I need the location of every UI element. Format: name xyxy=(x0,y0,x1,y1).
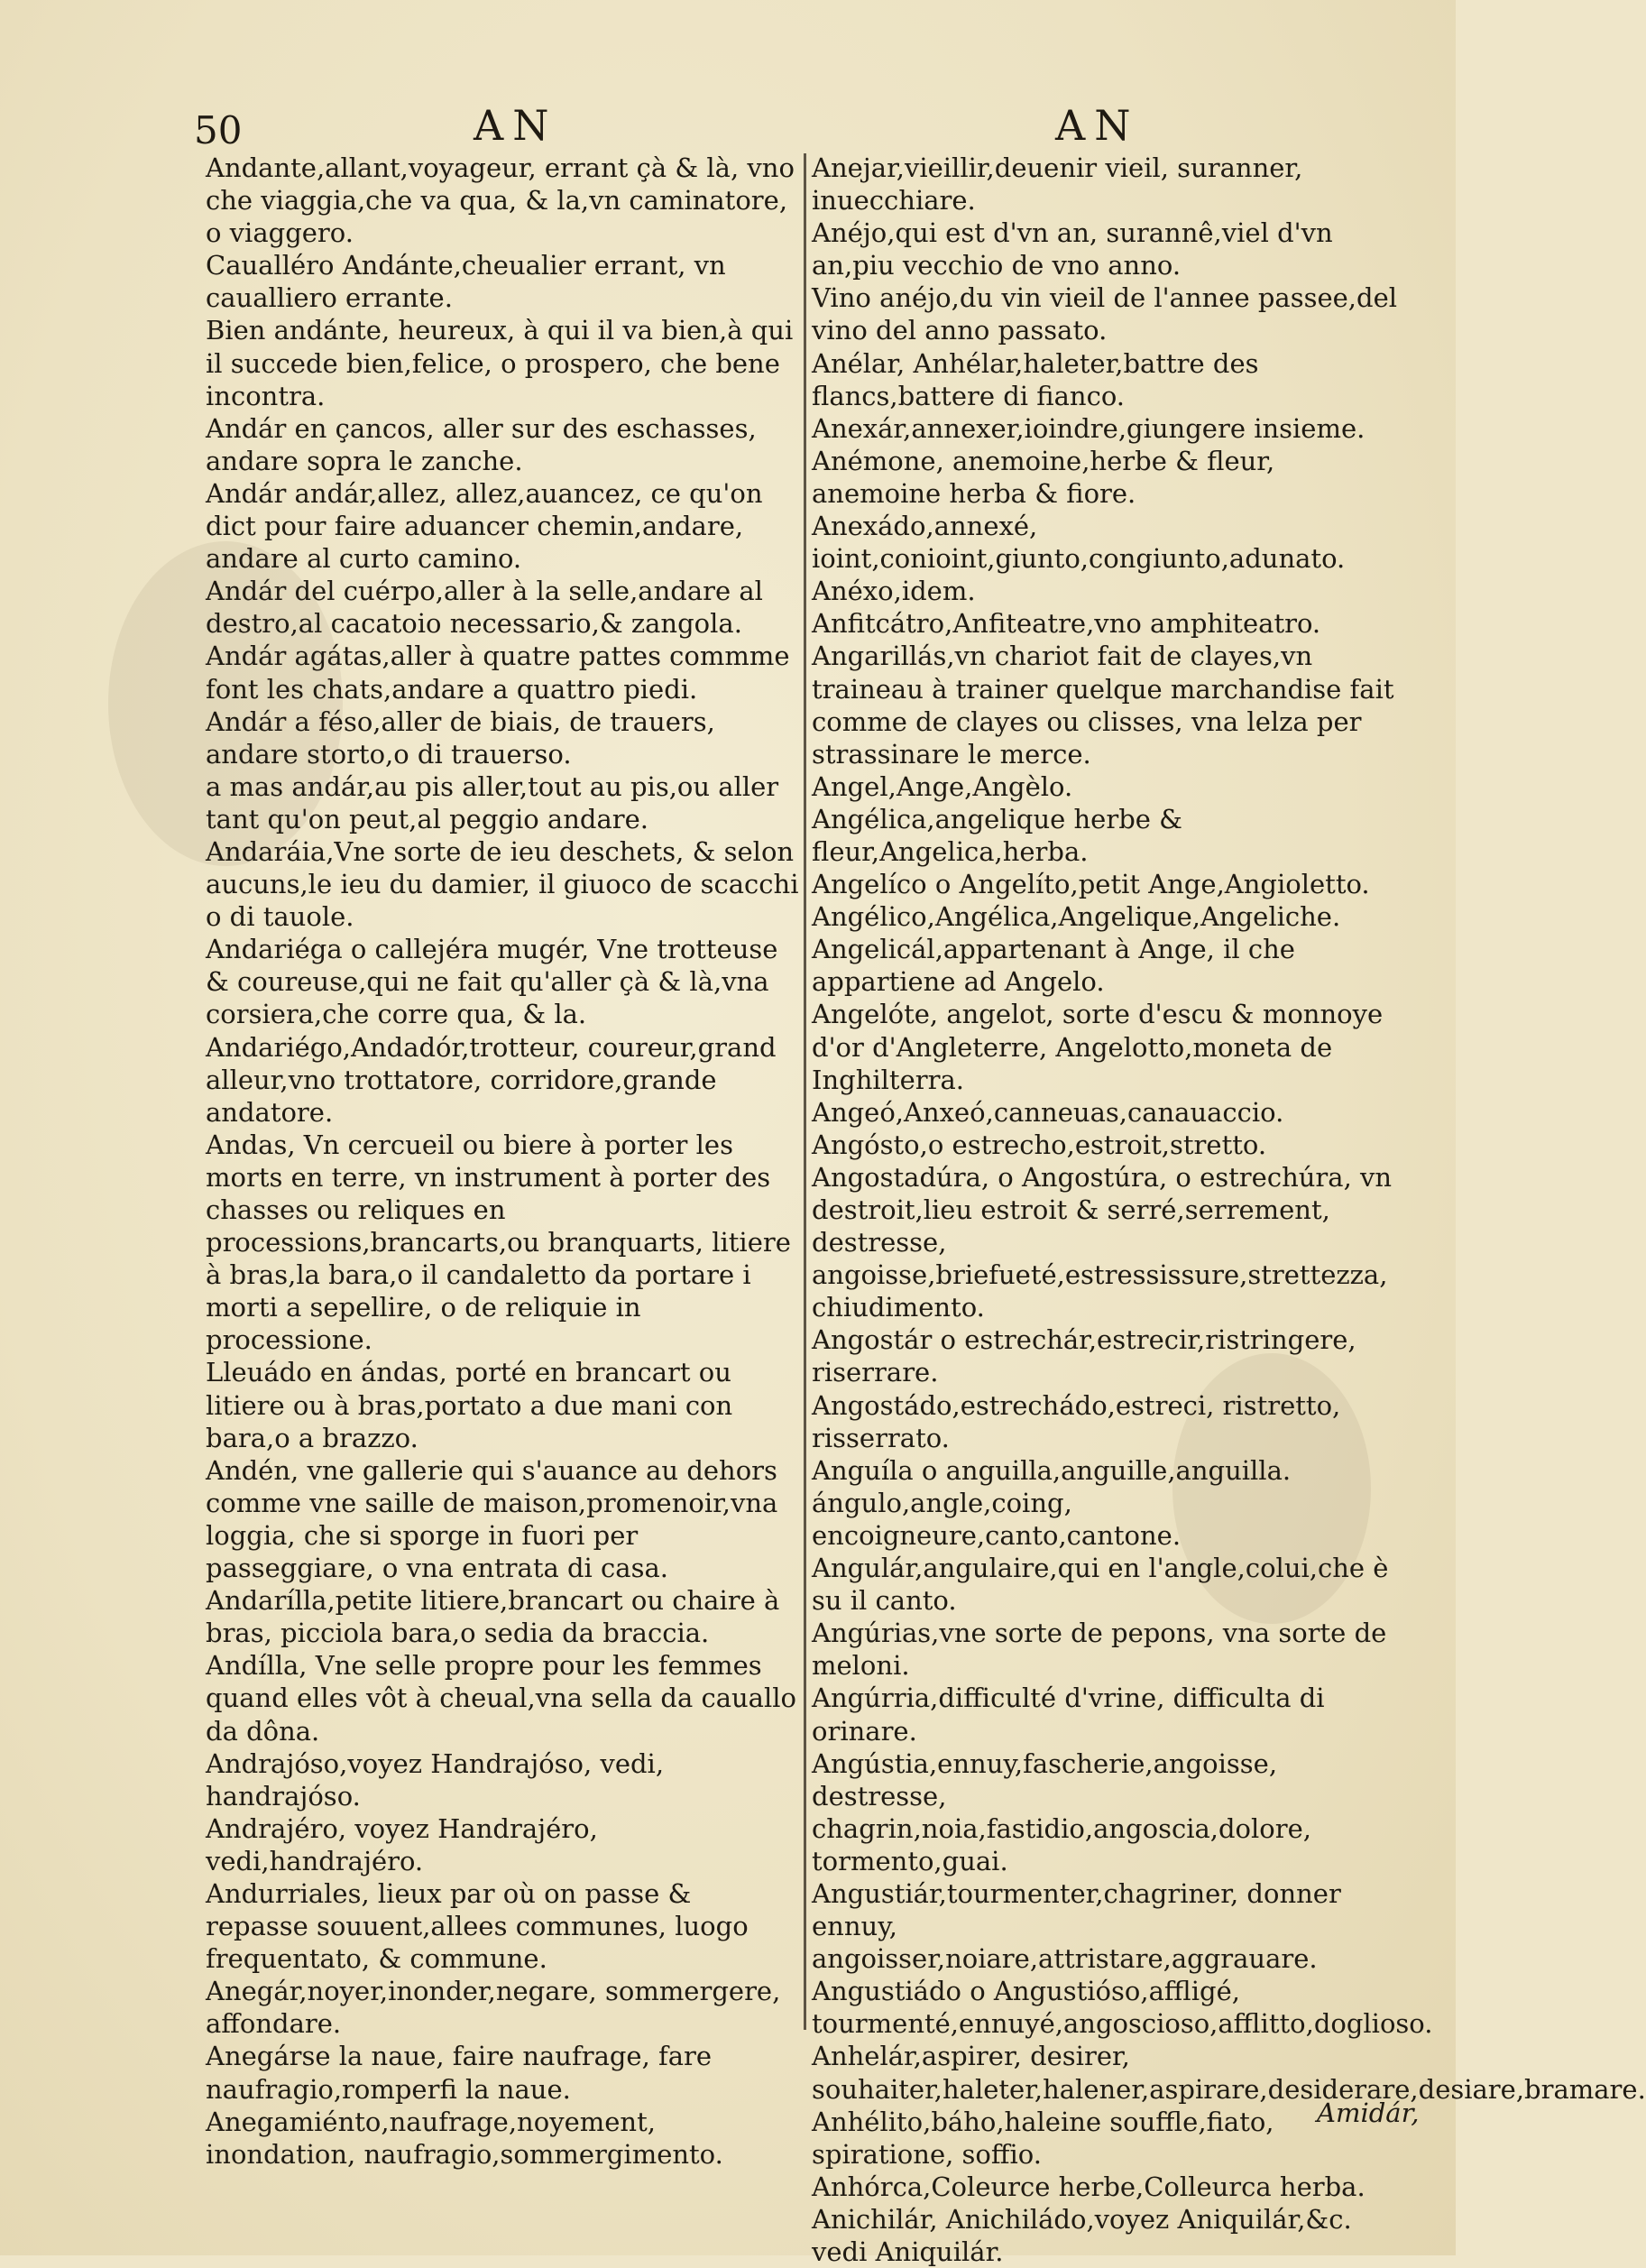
entry-text: Andas, Vn cercueil ou biere à porter les morts en terre, vn instrument à porter des chasses ou reliques en processions,brancarts,ou branquarts, litiere à bras,la bara,o il candaletto da portare i morti a sepellire, o de reliquie in processione. xyxy=(206,1129,791,1356)
dictionary-entry xyxy=(206,1649,801,1747)
entry-text: Angelóte, angelot, sorte d'escu & monnoye d'or d'Angleterre, Angelotto,moneta de Inghilterra. xyxy=(812,999,1384,1095)
entry-text: Andílla, Vne selle propre pour les femmes quand elles vôt à cheual,vna sella da cauallo da dôna. xyxy=(206,1650,796,1747)
page-header xyxy=(194,97,1420,152)
entry-text: Anguíla o anguilla,anguille,anguilla. xyxy=(812,1454,1292,1486)
left-column xyxy=(206,152,801,2171)
dictionary-entry xyxy=(812,1487,1407,1552)
entry-text: Anémone, anemoine,herbe & fleur, anemoine herba & fiore. xyxy=(812,445,1275,509)
dictionary-entry xyxy=(812,347,1407,412)
entry-text: Angustiár,tourmenter,chagriner, donner ennuy, angoisser,noiare,attristare,aggrauare. xyxy=(812,1877,1341,1975)
dictionary-entry xyxy=(206,1031,801,1129)
column-divider xyxy=(804,153,806,2030)
dictionary-entry xyxy=(206,835,801,933)
dictionary-entry xyxy=(206,2040,801,2105)
entry-text: Angélica,angelique herbe & fleur,Angelica,herba. xyxy=(812,803,1182,867)
dictionary-entry xyxy=(206,314,801,411)
dictionary-entry xyxy=(206,705,801,770)
entry-text: Andár a féso,aller de biais, de trauers, andare storto,o di trauerso. xyxy=(206,705,715,770)
entry-text: Anfitcátro,Anfiteatre,vno amphiteatro. xyxy=(812,608,1321,640)
entry-text: Andariéga o callejéra mugér, Vne trotteuse & coureuse,qui ne fait qu'aller çà & là,vna corsiera,che corre qua, & la. xyxy=(206,934,778,1030)
entry-text: Angúrria,difficulté d'vrine, difficulta di orinare. xyxy=(812,1683,1325,1747)
dictionary-entry xyxy=(206,249,801,314)
dictionary-entry xyxy=(812,575,1407,607)
entry-text: Andár en çancos, aller sur des eschasses, andare sopra le zanche. xyxy=(206,412,757,476)
entry-text: Anexár,annexer,ioindre,giungere insieme. xyxy=(812,412,1366,444)
dictionary-entry xyxy=(812,2203,1407,2268)
entry-text: Anéxo,idem. xyxy=(812,576,976,607)
dictionary-entry xyxy=(812,1096,1407,1129)
entry-text: Anegárse la naue, faire naufrage, fare naufragio,romperfi la naue. xyxy=(206,2041,713,2105)
running-head-left: AN xyxy=(474,101,558,150)
dictionary-entry xyxy=(812,1129,1407,1161)
entry-text: Angel,Ange,Angèlo. xyxy=(812,770,1073,802)
dictionary-entry xyxy=(812,1747,1407,1877)
dictionary-entry xyxy=(812,1389,1407,1454)
dictionary-entry xyxy=(812,1617,1407,1682)
entry-text: Vino anéjo,du vin vieil de l'annee passee,del vino del anno passato. xyxy=(812,282,1398,346)
entry-text: a mas andár,au pis aller,tout au pis,ou aller tant qu'on peut,al peggio andare. xyxy=(206,770,779,834)
entry-text: Angelicál,appartenant à Ange, il che appartiene ad Angelo. xyxy=(812,934,1295,998)
entry-text: Andár agátas,aller à quatre pattes commme font les chats,andare a quattro piedi. xyxy=(206,641,790,705)
dictionary-entry xyxy=(812,510,1407,575)
dictionary-entry xyxy=(206,412,801,477)
dictionary-entry xyxy=(812,1682,1407,1747)
dictionary-entry xyxy=(812,640,1407,770)
dictionary-entry xyxy=(206,1129,801,1357)
entry-text: Angulár,angulaire,qui en l'angle,colui,che è su il canto. xyxy=(812,1553,1389,1617)
entry-text: Andár del cuérpo,aller à la selle,andare al destro,al cacatoio necessario,& zangola. xyxy=(206,576,763,640)
entry-text: Caualléro Andánte,cheualier errant, vn caualliero errante. xyxy=(206,250,726,314)
dictionary-entry xyxy=(206,1747,801,1812)
dictionary-entry xyxy=(812,770,1407,803)
dictionary-entry xyxy=(812,1323,1407,1388)
dictionary-entry xyxy=(812,933,1407,998)
dictionary-entry xyxy=(812,998,1407,1095)
dictionary-entry xyxy=(206,1877,801,1975)
entry-text: Angelíco o Angelíto,petit Ange,Angioletto. xyxy=(812,869,1370,900)
entry-text: ángulo,angle,coing, encoigneure,canto,cantone. xyxy=(812,1487,1182,1551)
dictionary-entry xyxy=(812,152,1407,217)
entry-text: Angélico,Angélica,Angelique,Angeliche. xyxy=(812,901,1341,933)
page-number: 50 xyxy=(194,108,243,152)
dictionary-entry xyxy=(812,900,1407,933)
entry-text: Anejar,vieillir,deuenir vieil, suranner, inuecchiare. xyxy=(812,152,1303,217)
entry-text: Angostádo,estrechádo,estreci, ristretto, risserrato. xyxy=(812,1389,1341,1453)
entry-text: Angúrias,vne sorte de pepons, vna sorte de meloni. xyxy=(812,1618,1387,1682)
entry-text: Andurriales, lieux par où on passe & repasse souuent,allees communes, luogo frequentato, & commune. xyxy=(206,1877,749,1975)
dictionary-entry xyxy=(206,1454,801,1584)
entry-text: Andante,allant,voyageur, errant çà & là, vno che viaggia,che va qua, & la,vn caminatore, o viaggero. xyxy=(206,152,795,249)
dictionary-entry xyxy=(812,803,1407,868)
dictionary-entry xyxy=(206,933,801,1030)
entry-text: Angostár o estrechár,estrecir,ristringere, riserrare. xyxy=(812,1324,1356,1388)
entry-text: Angeó,Anxeó,canneuas,canauaccio. xyxy=(812,1096,1284,1128)
dictionary-entry xyxy=(812,445,1407,510)
entry-text: Anhelár,aspirer, desirer, souhaiter,haleter,halener,aspirare,desiderare,desiare,bramare. xyxy=(812,2041,1646,2105)
dictionary-entry xyxy=(206,1975,801,2040)
entry-text: Anélar, Anhélar,haleter,battre des flancs,battere di fianco. xyxy=(812,347,1259,411)
dictionary-entry xyxy=(812,1552,1407,1617)
dictionary-entry xyxy=(812,412,1407,445)
entry-text: Anhórca,Coleurce herbe,Colleurca herba. xyxy=(812,2171,1366,2202)
dictionary-entry xyxy=(206,575,801,640)
dictionary-entry xyxy=(206,152,801,249)
entry-text: Anhélito,báho,haleine souffle,fiato, spiratione, soffio. xyxy=(812,2106,1274,2170)
entry-text: Anexádo,annexé, ioint,conioint,giunto,congiunto,adunato. xyxy=(812,511,1346,575)
dictionary-entry xyxy=(812,868,1407,900)
entry-text: Andariégo,Andadór,trotteur, coureur,grand alleur,vno trottatore, corridore,grande andatore. xyxy=(206,1031,777,1128)
entry-text: Andaráia,Vne sorte de ieu deschets, & selon aucuns,le ieu du damier, il giuoco de scacchi o di tauole. xyxy=(206,835,799,933)
dictionary-entry xyxy=(812,217,1407,281)
entry-text: Andár andár,allez, allez,auancez, ce qu'on dict pour faire aduancer chemin,andare, andare al curto camino. xyxy=(206,477,763,575)
entry-text: Angósto,o estrecho,estroit,stretto. xyxy=(812,1129,1267,1160)
dictionary-entry xyxy=(812,1877,1407,1975)
dictionary-entry xyxy=(206,1584,801,1649)
dictionary-entry xyxy=(812,2040,1646,2105)
dictionary-entry xyxy=(812,607,1407,640)
entry-text: Bien andánte, heureux, à qui il va bien,à qui il succede bien,felice, o prospero, che bene incontra. xyxy=(206,315,794,411)
dictionary-entry xyxy=(206,640,801,705)
dictionary-entry xyxy=(206,1356,801,1453)
entry-text: Angústia,ennuy,fascherie,angoisse, destresse, chagrin,noia,fastidio,angoscia,dolore, tormento,guai. xyxy=(812,1747,1311,1876)
entry-text: Lleuádo en ándas, porté en brancart ou litiere ou à bras,portato a due mani con bara,o a brazzo. xyxy=(206,1357,733,1453)
entry-text: Andrajóso,voyez Handrajóso, vedi, handrajóso. xyxy=(206,1747,665,1812)
entry-text: Andrajéro, voyez Handrajéro, vedi,handrajéro. xyxy=(206,1812,598,1876)
dictionary-entry xyxy=(812,2171,1407,2203)
dictionary-entry xyxy=(206,477,801,575)
entry-text: Anegár,noyer,inonder,negare, sommergere, affondare. xyxy=(206,1976,781,2040)
entry-text: Andarílla,petite litiere,brancart ou chaire à bras, picciola bara,o sedia da braccia. xyxy=(206,1585,780,1649)
entry-text: Anéjo,qui est d'vn an, surannê,viel d'vn an,piu vecchio de vno anno. xyxy=(812,217,1333,281)
entry-text: Angostadúra, o Angostúra, o estrechúra, vn destroit,lieu estroit & serré,serrement, destresse, angoisse,briefueté,estressissure,strettezza, chiudimento. xyxy=(812,1161,1393,1323)
dictionary-entry xyxy=(812,1975,1433,2040)
entry-text: Anichilár, Anichiládo,voyez Aniquilár,&c. vedi Aniquilár. xyxy=(812,2203,1352,2267)
dictionary-entry xyxy=(206,2106,801,2171)
running-head-right: AN xyxy=(1055,101,1140,150)
dictionary-entry xyxy=(206,770,801,835)
dictionary-entry xyxy=(812,1454,1407,1487)
right-column xyxy=(812,152,1646,2268)
dictionary-entry xyxy=(812,1161,1407,1323)
entry-text: Anegamiénto,naufrage,noyement, inondation, naufragio,sommergimento. xyxy=(206,2106,723,2170)
entry-text: Angustiádo o Angustióso,affligé, tourmenté,ennuyé,angoscioso,afflitto,doglioso. xyxy=(812,1976,1433,2040)
dictionary-entry xyxy=(812,281,1407,346)
entry-text: Angarillás,vn chariot fait de clayes,vn traineau à trainer quelque marchandise fait comme de clayes ou clisses, vna lelza per strassinare le merce. xyxy=(812,641,1394,770)
dictionary-entry xyxy=(206,1812,801,1877)
entry-text: Andén, vne gallerie qui s'auance au dehors comme vne saille de maison,promenoir,vna loggia, che si sporge in fuori per passeggiare, o vna entrata di casa. xyxy=(206,1454,778,1584)
catchword: Amidár, xyxy=(1317,2097,1420,2128)
